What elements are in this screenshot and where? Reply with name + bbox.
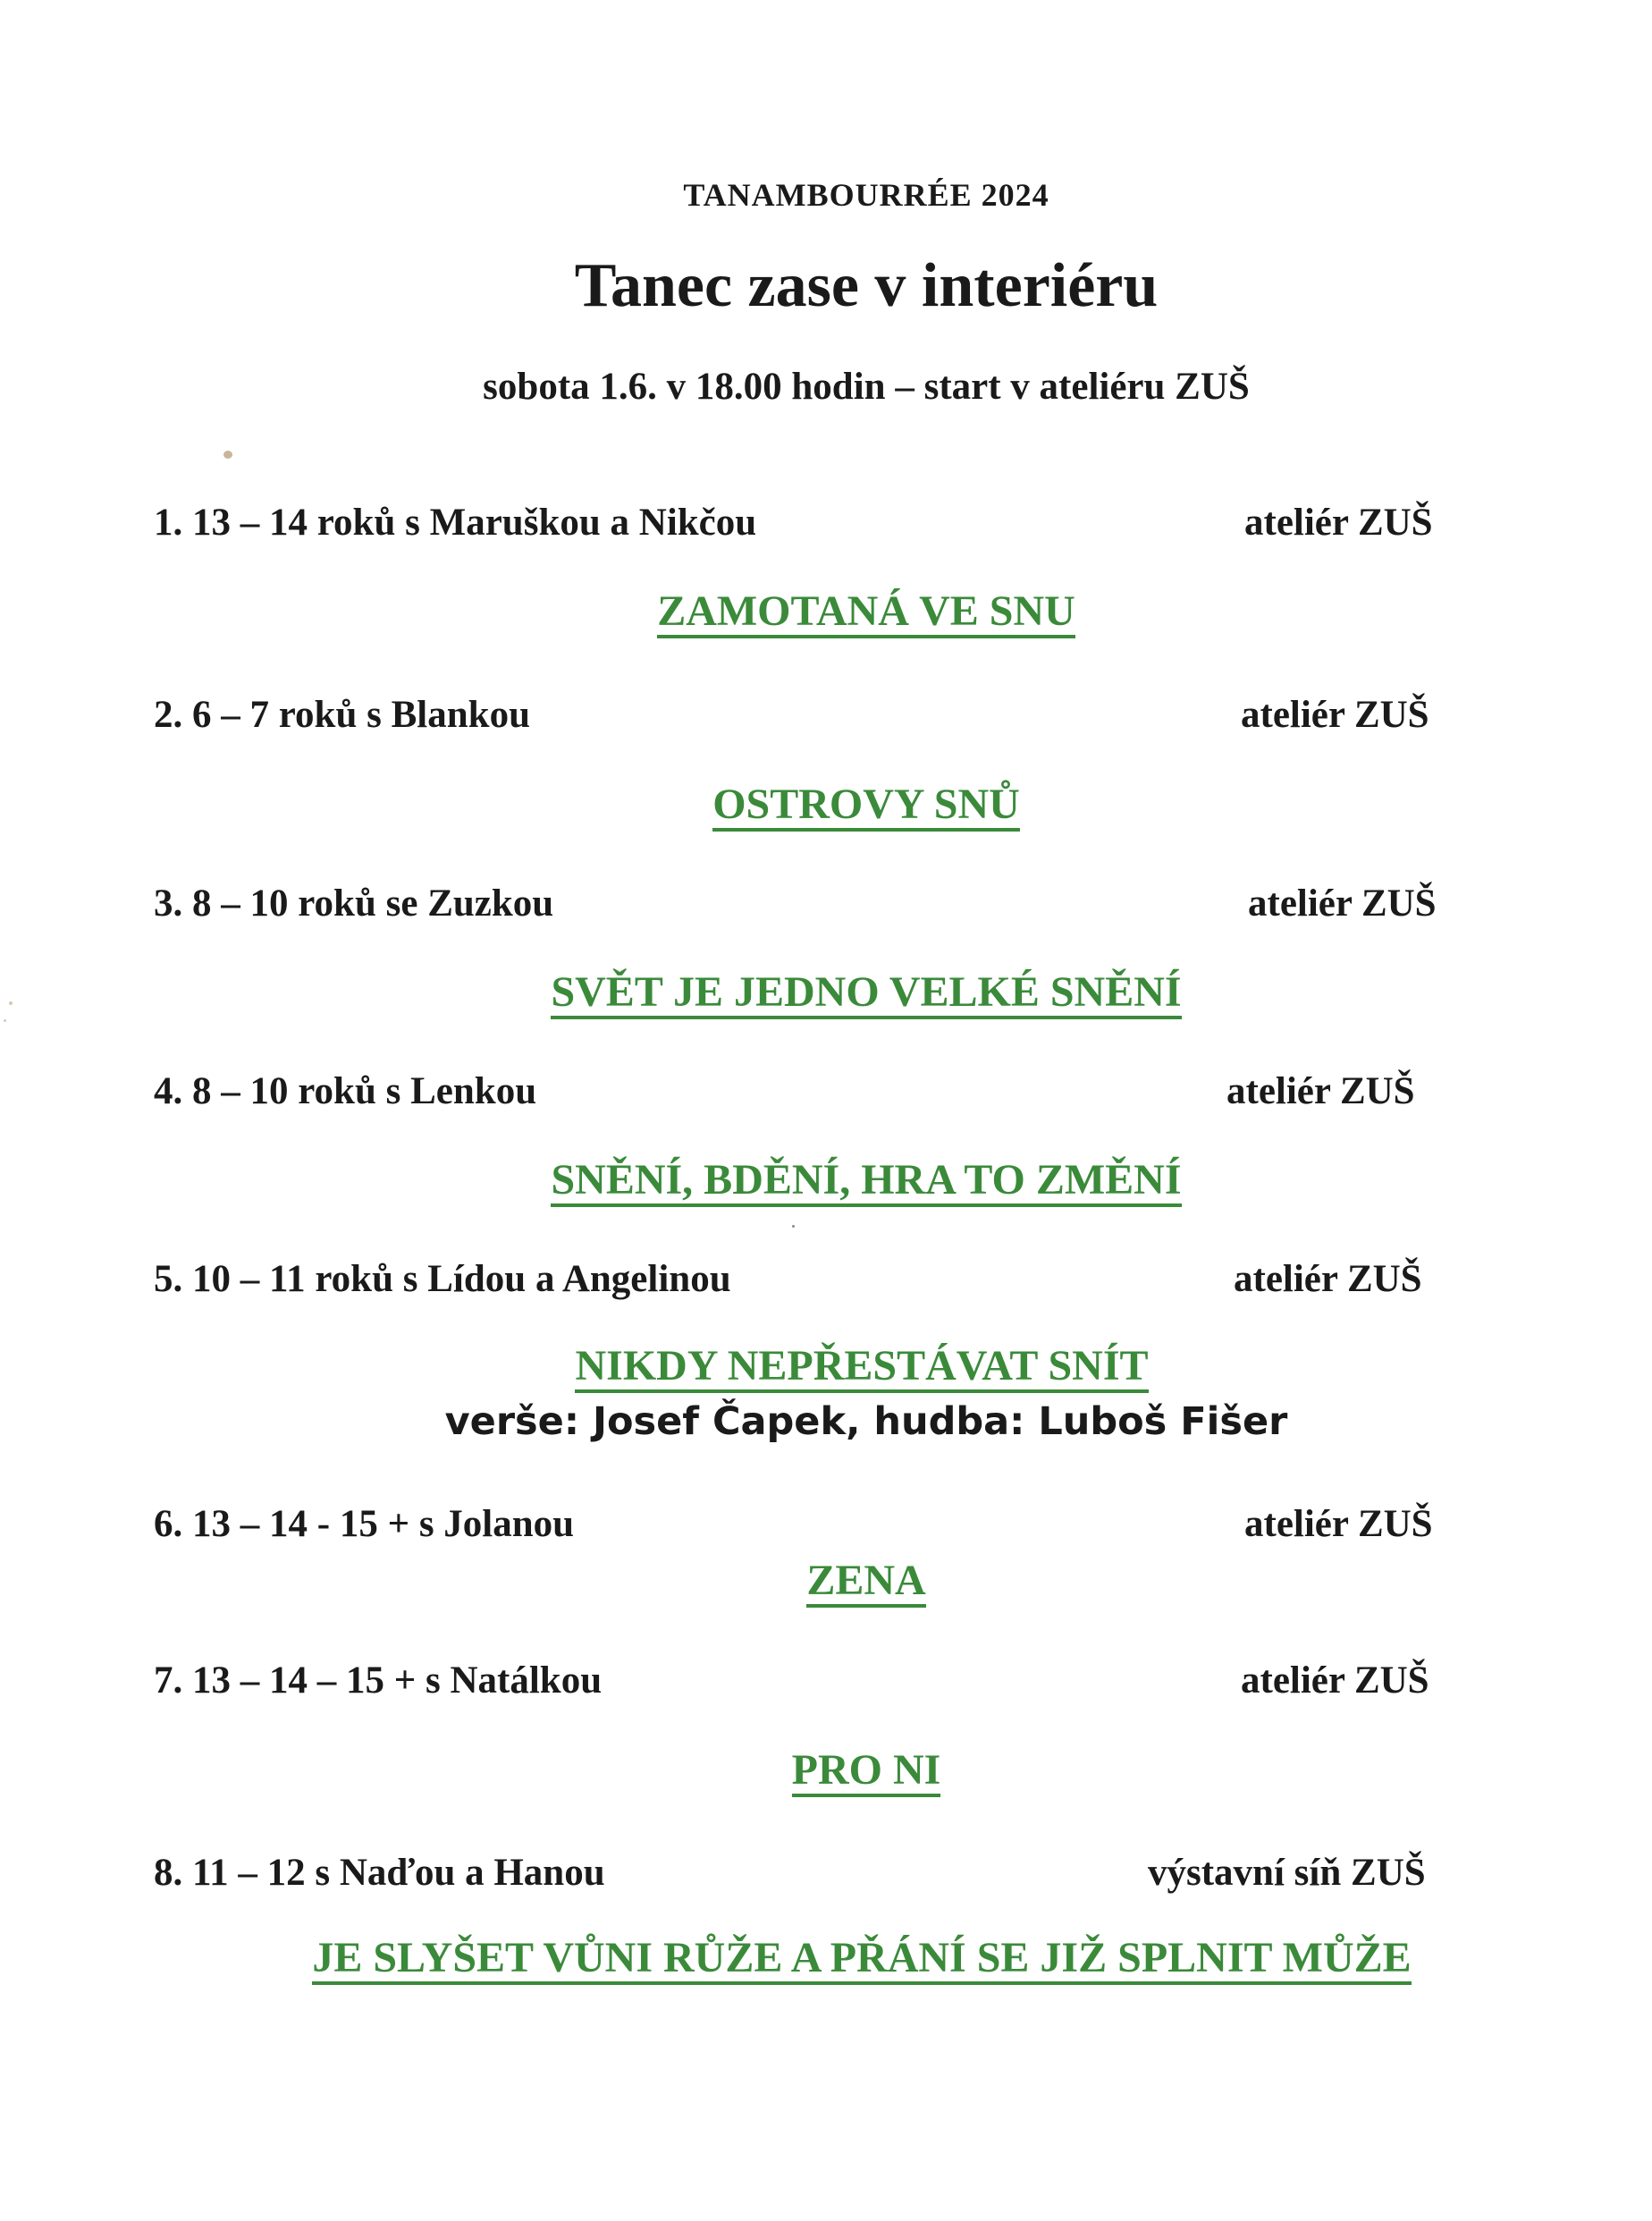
item-5-label: 5. 10 – 11 roků s Lídou a Angelinou	[154, 1258, 731, 1300]
item-1-piece	[0, 587, 1652, 638]
item-6-place: ateliér ZUŠ	[1244, 1503, 1433, 1545]
paper-speck	[4, 1019, 6, 1022]
item-6-piece	[0, 1556, 1652, 1608]
item-8-piece	[0, 1933, 1652, 1985]
paper-speck	[792, 1225, 795, 1228]
item-7-label: 7. 13 – 14 – 15 + s Natálkou	[154, 1659, 603, 1702]
page-title: Tanec zase v interiéru	[574, 251, 1159, 320]
piece-title: NIKDY NEPŘESTÁVAT SNÍT	[575, 1344, 1148, 1393]
piece-title: ZENA	[806, 1558, 925, 1608]
piece-title: JE SLYŠET VŮNI RŮŽE A PŘÁNÍ SE JIŽ SPLNIT MŮŽE	[312, 1936, 1411, 1985]
item-1-label: 1. 13 – 14 roků s Maruškou a Nikčou	[154, 502, 757, 544]
item-7-place: ateliér ZUŠ	[1241, 1659, 1429, 1702]
item-3-place: ateliér ZUŠ	[1248, 882, 1437, 925]
item-5-place: ateliér ZUŠ	[1234, 1258, 1422, 1300]
item-2-place: ateliér ZUŠ	[1241, 694, 1429, 736]
item-2-label: 2. 6 – 7 roků s Blankou	[154, 694, 530, 736]
item-2-piece	[0, 780, 1652, 832]
item-4-piece	[0, 1155, 1652, 1207]
item-1-place: ateliér ZUŠ	[1244, 502, 1433, 544]
item-3-label: 3. 8 – 10 roků se Zuzkou	[154, 882, 554, 925]
paper-speck	[223, 451, 232, 459]
item-8-label: 8. 11 – 12 s Naďou a Hanou	[154, 1852, 605, 1894]
piece-title: PRO NI	[792, 1748, 941, 1797]
item-5-piece	[0, 1341, 1652, 1393]
item-4-label: 4. 8 – 10 roků s Lenkou	[154, 1070, 537, 1112]
item-3-piece	[0, 967, 1652, 1019]
piece-title: SVĚT JE JEDNO VELKÉ SNĚNÍ	[551, 970, 1181, 1019]
item-4-place: ateliér ZUŠ	[1226, 1070, 1415, 1112]
item-6-label: 6. 13 – 14 - 15 + s Jolanou	[154, 1503, 575, 1545]
piece-title: OSTROVY SNŮ	[712, 782, 1020, 832]
piece-title: ZAMOTANÁ VE SNU	[657, 589, 1075, 638]
item-5-credits: verše: Josef Čapek, hudba: Luboš Fišer	[444, 1399, 1288, 1444]
festival-name: TANAMBOURRÉE 2024	[683, 177, 1049, 213]
item-7-piece	[0, 1745, 1652, 1797]
item-8-place: výstavní síň ZUŠ	[1148, 1852, 1426, 1894]
piece-title: SNĚNÍ, BDĚNÍ, HRA TO ZMĚNÍ	[551, 1158, 1181, 1207]
event-date-time: sobota 1.6. v 18.00 hodin – start v ateliéru ZUŠ	[483, 366, 1250, 408]
